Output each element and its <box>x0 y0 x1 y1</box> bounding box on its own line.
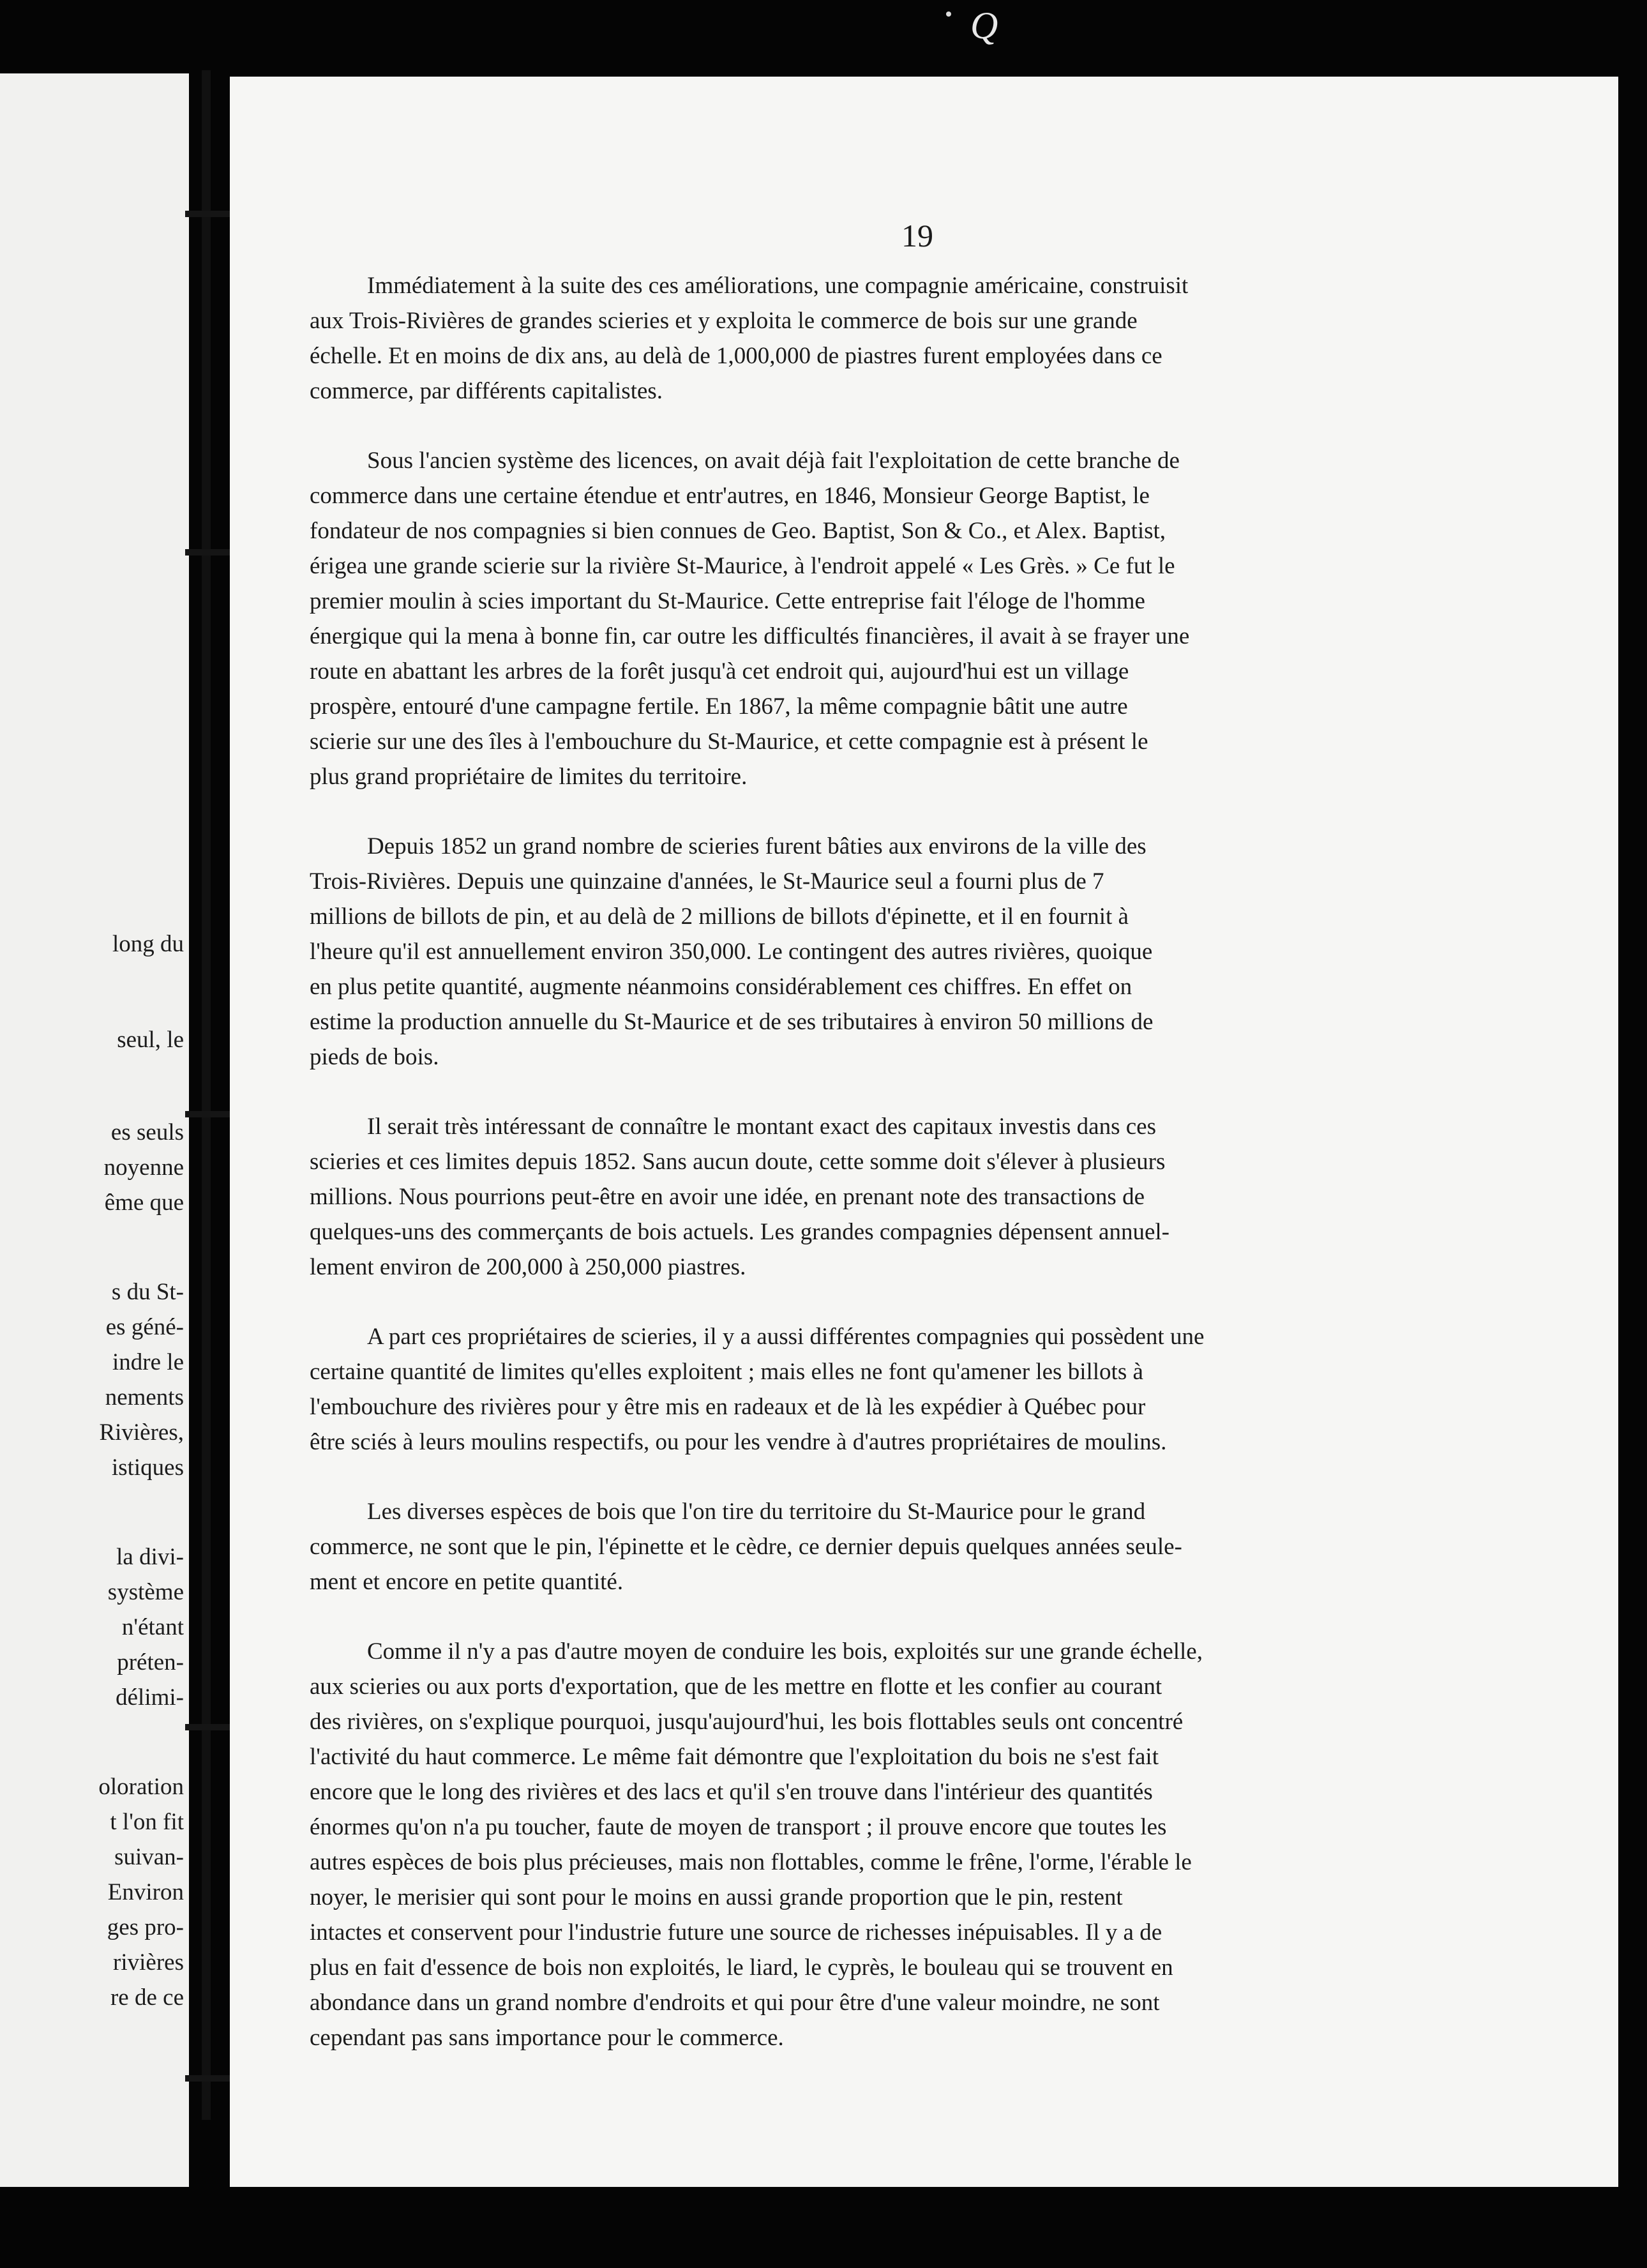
binding-stitch <box>185 211 230 217</box>
left-page-edge <box>0 73 189 2187</box>
left-page-fragment-line: Rivières, <box>99 1419 184 1446</box>
text-line: route en abattant les arbres de la forêt jusqu'à cet endroit qui, aujourd'hui est un village <box>310 658 1129 684</box>
left-page-fragment-line: long du <box>112 931 184 957</box>
paragraph <box>310 1319 1446 1460</box>
text-line: Les diverses espèces de bois que l'on tire du territoire du St-Maurice pour le grand <box>367 1499 1146 1525</box>
text-line: pieds de bois. <box>310 1044 439 1070</box>
page-number: 19 <box>901 218 933 253</box>
left-page-fragment-line: rivières <box>113 1949 184 1976</box>
scan-mark-dot <box>946 11 951 17</box>
text-line: des rivières, on s'explique pourquoi, jusqu'aujourd'hui, les bois flottables seuls ont concentré <box>310 1709 1184 1735</box>
binding-stitch <box>185 549 230 556</box>
text-line: énormes qu'on n'a pu toucher, faute de moyen de transport ; il prouve encore que toutes les <box>310 1814 1167 1840</box>
binding-stitch <box>185 1111 230 1117</box>
text-line: A part ces propriétaires de scieries, il y a aussi différentes compagnies qui possèdent une <box>367 1324 1205 1350</box>
text-line: commerce dans une certaine étendue et entr'autres, en 1846, Monsieur George Baptist, le <box>310 483 1150 509</box>
text-line: millions. Nous pourrions peut-être en avoir une idée, en prenant note des transactions de <box>310 1184 1145 1210</box>
left-page-fragment-line: système <box>107 1579 184 1605</box>
left-page-fragment-line: es seuls <box>110 1119 184 1145</box>
text-line: Il serait très intéressant de connaître le montant exact des capitaux investis dans ces <box>367 1114 1156 1140</box>
left-page-fragment-line: indre le <box>112 1349 184 1375</box>
body-text <box>310 268 1446 2090</box>
left-page-fragment-line: istiques <box>111 1455 184 1481</box>
binding-stitch <box>185 1724 230 1730</box>
text-line: millions de billots de pin, et au delà de 2 millions de billots d'épinette, et il en fournit à <box>310 903 1129 930</box>
text-line: énergique qui la mena à bonne fin, car outre les difficultés financières, il avait à se frayer une <box>310 623 1190 649</box>
text-line: ment et encore en petite quantité. <box>310 1569 624 1595</box>
left-page-fragment-line: Environ <box>107 1879 184 1905</box>
text-line: plus en fait d'essence de bois non exploités, le liard, le cyprès, le bouleau qui se trouvent en <box>310 1954 1173 1981</box>
left-page-fragment-line: s du St- <box>111 1279 184 1305</box>
left-page-fragment-line: n'étant <box>121 1614 184 1640</box>
text-line: abondance dans un grand nombre d'endroits et qui pour être d'une valeur moindre, ne sont <box>310 1990 1160 2016</box>
paragraph <box>310 829 1446 1075</box>
text-line: l'heure qu'il est annuellement environ 350,000. Le contingent des autres rivières, quoique <box>310 939 1153 965</box>
book-binding <box>202 70 211 2120</box>
left-page-fragment-line: es géné- <box>105 1314 184 1340</box>
text-line: scierie sur une des îles à l'embouchure du St-Maurice, et cette compagnie est à présent le <box>310 729 1148 755</box>
left-page-fragment-line: t l'on fit <box>110 1809 184 1835</box>
paragraph <box>310 1109 1446 1285</box>
text-line: Immédiatement à la suite des ces améliorations, une compagnie américaine, construisit <box>367 273 1189 299</box>
text-line: certaine quantité de limites qu'elles exploitent ; mais elles ne font qu'amener les billots à <box>310 1359 1143 1385</box>
text-line: aux Trois-Rivières de grandes scieries et y exploita le commerce de bois sur une grande <box>310 308 1138 334</box>
paragraph <box>310 1494 1446 1599</box>
text-line: estime la production annuelle du St-Maurice et de ses tributaires à environ 50 millions de <box>310 1009 1154 1035</box>
text-line: quelques-uns des commerçants de bois actuels. Les grandes compagnies dépensent annuel- <box>310 1219 1169 1245</box>
scan-mark: Q <box>970 4 998 47</box>
text-line: autres espèces de bois plus précieuses, mais non flottables, comme le frêne, l'orme, l'érable le <box>310 1849 1192 1875</box>
text-line: Trois-Rivières. Depuis une quinzaine d'années, le St-Maurice seul a fourni plus de 7 <box>310 868 1104 895</box>
text-line: commerce, par différents capitalistes. <box>310 378 663 404</box>
text-line: être sciés à leurs moulins respectifs, ou pour les vendre à d'autres propriétaires de moulins. <box>310 1429 1167 1455</box>
text-line: scieries et ces limites depuis 1852. Sans aucun doute, cette somme doit s'élever à plusieurs <box>310 1149 1166 1175</box>
left-page-fragment-line: délimi- <box>116 1684 184 1711</box>
text-line: fondateur de nos compagnies si bien connues de Geo. Baptist, Son & Co., et Alex. Baptist, <box>310 518 1166 544</box>
left-page-fragment-line: nements <box>105 1384 184 1410</box>
left-page-fragment-line: ges pro- <box>107 1914 184 1940</box>
left-page-fragment-line: la divi- <box>116 1544 184 1570</box>
text-line: l'activité du haut commerce. Le même fait démontre que l'exploitation du bois ne s'est fait <box>310 1744 1159 1770</box>
left-page-fragment-line: préten- <box>117 1649 184 1675</box>
left-page-fragment-line: noyenne <box>103 1154 184 1181</box>
text-line: intactes et conservent pour l'industrie future une source de richesses inépuisables. Il y a de <box>310 1919 1162 1946</box>
left-page-fragment-line: suivan- <box>114 1844 184 1870</box>
left-page-fragment-line: seul, le <box>117 1027 184 1053</box>
text-line: l'embouchure des rivières pour y être mis en radeaux et de là les expédier à Québec pour <box>310 1394 1146 1420</box>
left-page-fragment-line: ême que <box>104 1190 184 1216</box>
text-line: Comme il n'y a pas d'autre moyen de conduire les bois, exploités sur une grande échelle, <box>367 1638 1203 1665</box>
text-line: premier moulin à scies important du St-Maurice. Cette entreprise fait l'éloge de l'homme <box>310 588 1145 614</box>
text-line: échelle. Et en moins de dix ans, au delà de 1,000,000 de piastres furent employées dans ce <box>310 343 1162 369</box>
binding-stitch <box>185 2075 230 2082</box>
paragraph <box>310 443 1446 794</box>
paragraph <box>310 268 1446 409</box>
text-line: érigea une grande scierie sur la rivière St-Maurice, à l'endroit appelé « Les Grès. » Ce fut le <box>310 553 1175 579</box>
text-line: plus grand propriétaire de limites du territoire. <box>310 764 748 790</box>
text-line: prospère, entouré d'une campagne fertile. En 1867, la même compagnie bâtit une autre <box>310 693 1128 720</box>
text-line: Depuis 1852 un grand nombre de scieries furent bâties aux environs de la ville des <box>367 833 1147 859</box>
text-line: en plus petite quantité, augmente néanmoins considérablement ces chiffres. En effet on <box>310 974 1132 1000</box>
paragraph <box>310 1634 1446 2055</box>
text-line: noyer, le merisier qui sont pour le moins en aussi grande proportion que le pin, restent <box>310 1884 1123 1910</box>
text-line: lement environ de 200,000 à 250,000 piastres. <box>310 1254 746 1280</box>
left-page-fragment-line: oloration <box>98 1774 184 1800</box>
text-line: aux scieries ou aux ports d'exportation, que de les mettre en flotte et les confier au courant <box>310 1674 1162 1700</box>
text-line: commerce, ne sont que le pin, l'épinette et le cèdre, ce dernier depuis quelques années seule- <box>310 1534 1182 1560</box>
text-line: Sous l'ancien système des licences, on avait déjà fait l'exploitation de cette branche de <box>367 448 1180 474</box>
right-page <box>230 77 1618 2187</box>
text-line: encore que le long des rivières et des lacs et qu'il s'en trouve dans l'intérieur des quantités <box>310 1779 1153 1805</box>
left-page-fragment-line: re de ce <box>110 1984 184 2011</box>
text-line: cependant pas sans importance pour le commerce. <box>310 2025 784 2051</box>
